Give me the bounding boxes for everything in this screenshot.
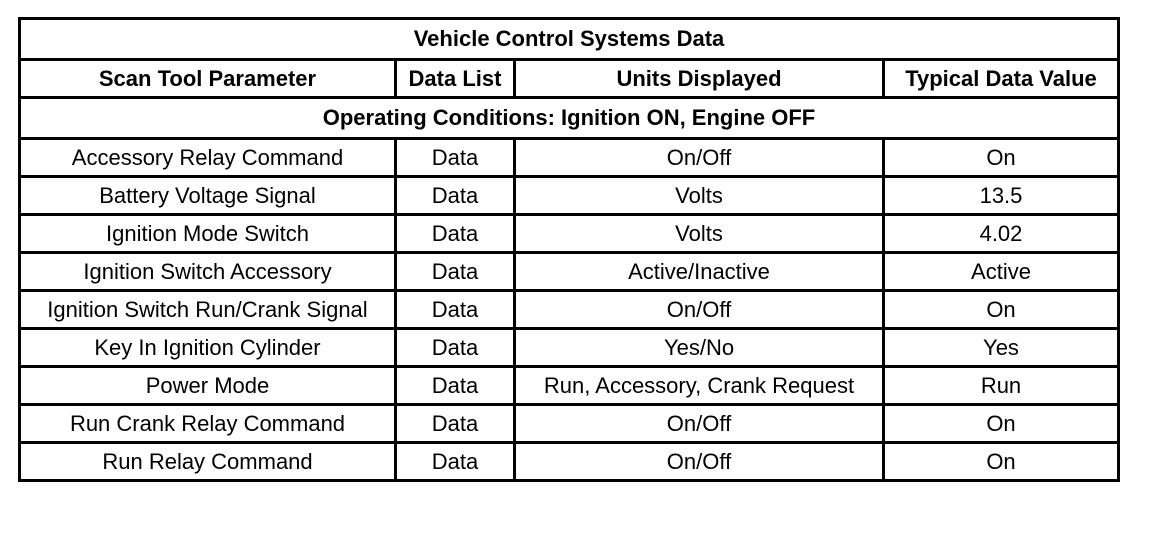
cell-data-list: Data bbox=[396, 139, 515, 177]
cell-parameter: Ignition Mode Switch bbox=[20, 215, 396, 253]
cell-typical-value: On bbox=[884, 291, 1119, 329]
table-row bbox=[20, 215, 1119, 253]
table-header-row bbox=[20, 60, 1119, 98]
table-title: Vehicle Control Systems Data bbox=[20, 19, 1119, 60]
cell-data-list: Data bbox=[396, 215, 515, 253]
table-row bbox=[20, 443, 1119, 481]
table-row bbox=[20, 177, 1119, 215]
cell-parameter: Battery Voltage Signal bbox=[20, 177, 396, 215]
cell-units: On/Off bbox=[515, 139, 884, 177]
cell-typical-value: Run bbox=[884, 367, 1119, 405]
cell-units: Run, Accessory, Crank Request bbox=[515, 367, 884, 405]
cell-parameter: Power Mode bbox=[20, 367, 396, 405]
operating-conditions-label: Operating Conditions: Ignition ON, Engine OFF bbox=[20, 98, 1119, 139]
table-row bbox=[20, 291, 1119, 329]
cell-data-list: Data bbox=[396, 329, 515, 367]
cell-units: Yes/No bbox=[515, 329, 884, 367]
header-scan-tool-parameter: Scan Tool Parameter bbox=[20, 60, 396, 98]
table-row bbox=[20, 329, 1119, 367]
cell-parameter: Ignition Switch Run/Crank Signal bbox=[20, 291, 396, 329]
cell-data-list: Data bbox=[396, 253, 515, 291]
cell-typical-value: Yes bbox=[884, 329, 1119, 367]
cell-units: On/Off bbox=[515, 291, 884, 329]
header-units-displayed: Units Displayed bbox=[515, 60, 884, 98]
cell-parameter: Run Crank Relay Command bbox=[20, 405, 396, 443]
cell-parameter: Key In Ignition Cylinder bbox=[20, 329, 396, 367]
cell-units: Active/Inactive bbox=[515, 253, 884, 291]
cell-units: Volts bbox=[515, 215, 884, 253]
table-row bbox=[20, 367, 1119, 405]
cell-typical-value: On bbox=[884, 405, 1119, 443]
section-row bbox=[20, 98, 1119, 139]
cell-parameter: Run Relay Command bbox=[20, 443, 396, 481]
vehicle-control-systems-table bbox=[18, 17, 1120, 482]
cell-typical-value: 13.5 bbox=[884, 177, 1119, 215]
cell-units: Volts bbox=[515, 177, 884, 215]
cell-parameter: Accessory Relay Command bbox=[20, 139, 396, 177]
cell-typical-value: On bbox=[884, 139, 1119, 177]
table-row bbox=[20, 253, 1119, 291]
cell-typical-value: On bbox=[884, 443, 1119, 481]
header-typical-data-value: Typical Data Value bbox=[884, 60, 1119, 98]
table-row bbox=[20, 405, 1119, 443]
cell-units: On/Off bbox=[515, 443, 884, 481]
table-title-row bbox=[20, 19, 1119, 60]
cell-data-list: Data bbox=[396, 367, 515, 405]
cell-typical-value: 4.02 bbox=[884, 215, 1119, 253]
table-row bbox=[20, 139, 1119, 177]
cell-data-list: Data bbox=[396, 405, 515, 443]
cell-data-list: Data bbox=[396, 291, 515, 329]
cell-data-list: Data bbox=[396, 443, 515, 481]
header-data-list: Data List bbox=[396, 60, 515, 98]
cell-data-list: Data bbox=[396, 177, 515, 215]
cell-parameter: Ignition Switch Accessory bbox=[20, 253, 396, 291]
cell-typical-value: Active bbox=[884, 253, 1119, 291]
cell-units: On/Off bbox=[515, 405, 884, 443]
